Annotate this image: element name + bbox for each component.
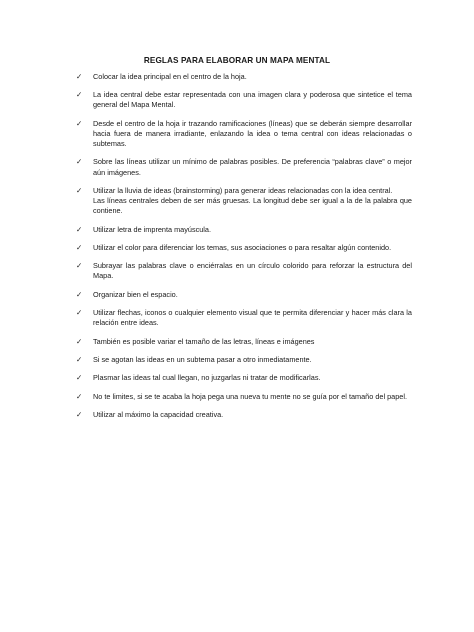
rule-item [76,355,412,365]
rule-text: Utilizar flechas, iconos o cualquier elemento visual que te permita diferenciar y hacer más clara la relación entre ideas. [93,308,412,328]
rule-item [76,90,412,110]
rule-item [76,308,412,328]
rule-text: Si se agotan las ideas en un subtema pasar a otro inmediatamente. [93,355,312,365]
rule-item [76,290,412,300]
rule-text: La idea central debe estar representada con una imagen clara y poderosa que sintetice el tema general del Mapa Mental. [93,90,412,110]
rule-item [76,337,412,347]
check-mark-icon: ✓ [76,157,83,167]
check-mark-icon: ✓ [76,336,83,346]
rule-item [76,243,412,253]
rule-item [76,186,412,216]
document-title: REGLAS PARA ELABORAR UN MAPA MENTAL [143,56,331,65]
rule-item [76,72,412,82]
check-mark-icon: ✓ [76,72,83,81]
rule-item [76,157,412,177]
rules-list [76,72,412,429]
check-mark-icon: ✓ [76,261,83,271]
rule-text: Subrayar las palabras clave o enciérralas en un círculo colorido para reforzar la estructura del Mapa. [93,261,412,281]
check-mark-icon: ✓ [76,90,83,100]
check-mark-icon: ✓ [76,308,83,318]
rule-item [76,373,412,383]
rule-text: Las líneas centrales deben de ser más gruesas. La longitud debe ser igual a la de la palabra que contiene. [93,196,412,216]
check-mark-icon: ✓ [76,118,83,128]
rule-text: Utilizar la lluvia de ideas (brainstorming) para generar ideas relacionadas con la idea central. [93,185,393,195]
check-mark-icon: ✓ [76,355,83,365]
rule-text: Desde el centro de la hoja ir trazando ramificaciones (líneas) que se deberán siempre desarrollar hacia fuera de manera irradiante, enlazando la idea o tema central con ideas relacionadas o subtemas. [93,118,412,149]
rule-text: Colocar la idea principal en el centro de la hoja. [93,72,247,81]
rule-text: Sobre las líneas utilizar un mínimo de palabras posibles. De preferencia “palabras clave” o mejor aún imágenes. [93,157,412,177]
check-mark-icon: ✓ [76,185,83,195]
check-mark-icon: ✓ [76,373,83,383]
rule-item [76,410,412,420]
rule-item [76,261,412,281]
rule-text: Organizar bien el espacio. [93,289,178,299]
check-mark-icon: ✓ [76,224,83,234]
rule-item [76,225,412,235]
rule-text: Utilizar letra de imprenta mayúscula. [93,224,212,234]
rule-text: Utilizar el color para diferenciar los temas, sus asociaciones o para resaltar algún contenido. [93,242,392,252]
rule-text: Plasmar las ideas tal cual llegan, no juzgarlas ni tratar de modificarlas. [93,373,321,383]
check-mark-icon: ✓ [76,391,83,401]
rule-text: Utilizar al máximo la capacidad creativa. [93,410,224,420]
rule-text: No te limites, si se te acaba la hoja pega una nueva tu mente no se guía por el tamaño del papel. [93,391,407,401]
check-mark-icon: ✓ [76,410,83,420]
rule-item [76,392,412,402]
rule-text: También es posible variar el tamaño de las letras, líneas e imágenes [93,336,315,346]
rule-item [76,119,412,149]
check-mark-icon: ✓ [76,242,83,252]
check-mark-icon: ✓ [76,289,83,299]
